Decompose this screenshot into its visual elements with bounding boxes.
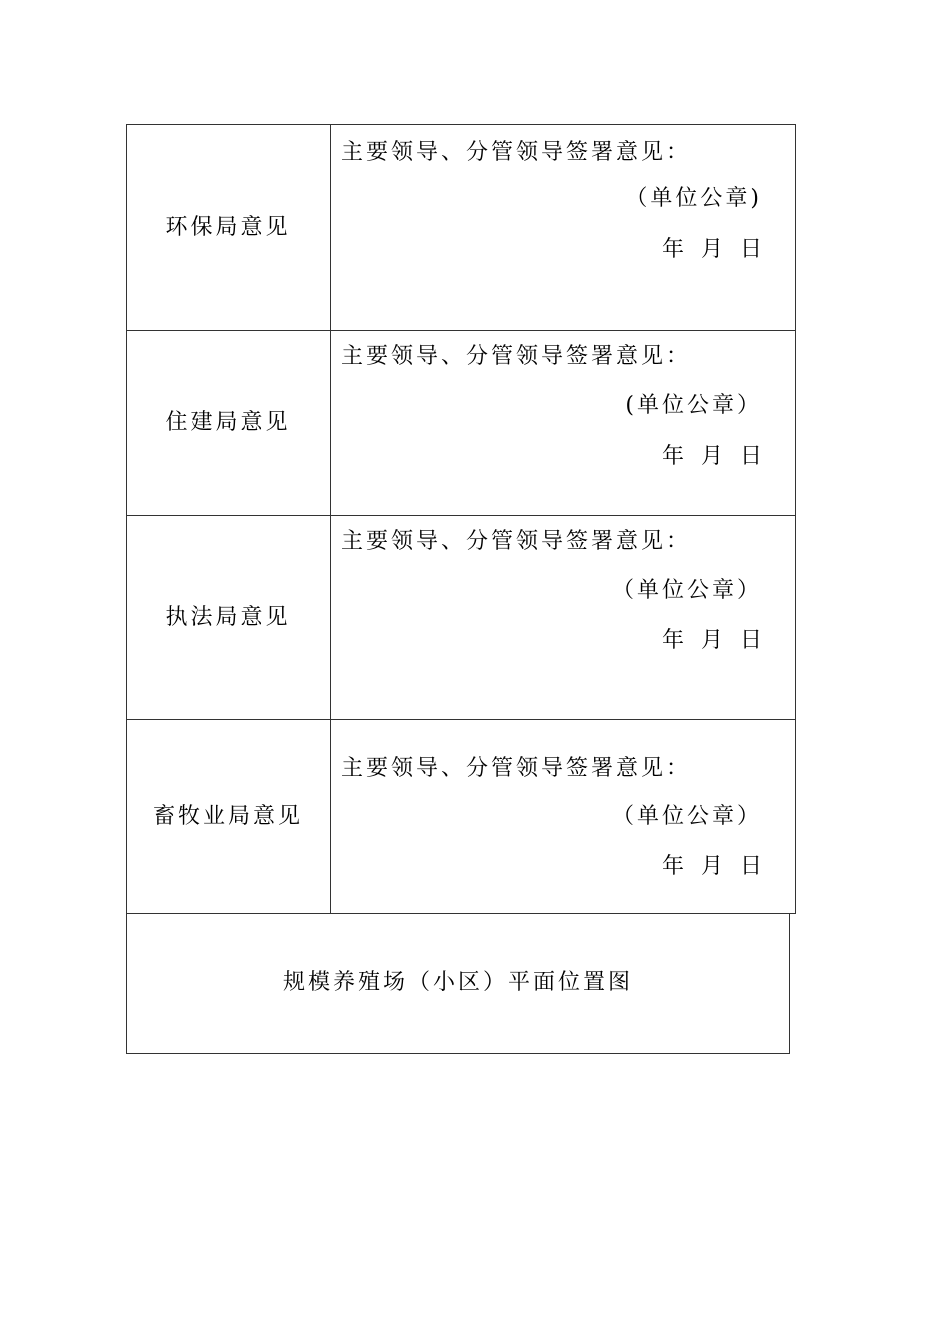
date-line — [662, 446, 779, 468]
seal-text: （单位公章） — [611, 578, 762, 603]
column-divider — [330, 124, 331, 913]
seal-text: （单位公章） — [611, 804, 762, 829]
date-year: 年 — [662, 628, 688, 653]
date-day: 日 — [740, 237, 766, 262]
date-month: 月 — [701, 628, 727, 653]
date-day: 日 — [740, 628, 766, 653]
date-line — [662, 856, 779, 878]
signature-title: 主要领导、分管领导签署意见： — [341, 756, 692, 781]
table-border-bottom — [126, 1053, 790, 1054]
date-day: 日 — [740, 854, 766, 879]
row-label: 畜牧业局意见 — [152, 804, 303, 829]
row-divider-4 — [126, 913, 796, 914]
date-month: 月 — [701, 444, 727, 469]
table-border-top — [126, 124, 796, 125]
date-year: 年 — [662, 854, 688, 879]
table-border-left — [126, 124, 127, 1054]
site-plan-label: 规模养殖场（小区）平面位置图 — [282, 970, 633, 995]
row-divider-1 — [126, 330, 796, 331]
row-label: 执法局意见 — [165, 605, 291, 630]
row-divider-2 — [126, 515, 796, 516]
signature-title: 主要领导、分管领导签署意见： — [341, 140, 692, 165]
signature-title: 主要领导、分管领导签署意见： — [341, 529, 692, 554]
date-day: 日 — [740, 444, 766, 469]
seal-text: (单位公章） — [625, 393, 762, 418]
date-year: 年 — [662, 444, 688, 469]
table-border-right-top — [795, 124, 796, 914]
row-label: 住建局意见 — [165, 410, 291, 435]
date-line — [662, 630, 779, 652]
date-year: 年 — [662, 237, 688, 262]
row-divider-3 — [126, 719, 796, 720]
row-label: 环保局意见 — [165, 215, 291, 240]
seal-text: （单位公章) — [625, 186, 762, 211]
date-line — [662, 239, 779, 261]
signature-title: 主要领导、分管领导签署意见： — [341, 344, 692, 369]
date-month: 月 — [701, 854, 727, 879]
date-month: 月 — [701, 237, 727, 262]
